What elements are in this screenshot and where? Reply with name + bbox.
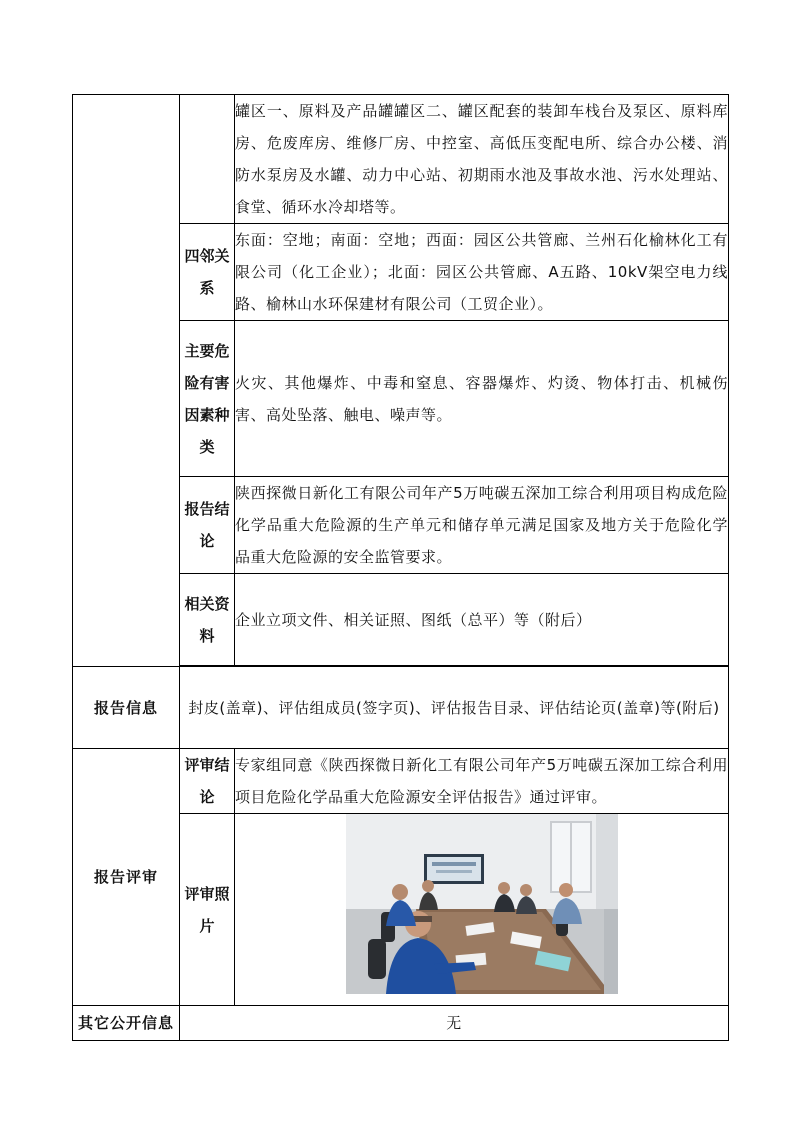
conclusion-label: 报告结论 (180, 477, 235, 574)
materials-label: 相关资料 (180, 574, 235, 666)
review-conclusion-content: 专家组同意《陕西探微日新化工有限公司年产5万吨碳五深加工综合利用项目危险化学品重大危险源安全评估报告》通过评审。 (235, 749, 729, 814)
other-info-content: 无 (180, 1006, 729, 1041)
review-label: 报告评审 (73, 749, 180, 1006)
left-label-cell-empty (73, 95, 180, 667)
hazards-label: 主要危险有害因素种类 (180, 321, 235, 477)
neighbors-label: 四邻关系 (180, 224, 235, 321)
sublabel-cell-empty (180, 95, 235, 224)
other-info-label: 其它公开信息 (73, 1006, 180, 1041)
conclusion-content: 陕西探微日新化工有限公司年产5万吨碳五深加工综合利用项目构成危险化学品重大危险源的生产单元和储存单元满足国家及地方关于危险化学品重大危险源的安全监管要求。 (235, 477, 729, 574)
review-meeting-photo (346, 814, 618, 994)
report-info-label: 报告信息 (73, 667, 180, 749)
review-conclusion-label: 评审结论 (180, 749, 235, 814)
info-table (72, 94, 729, 1041)
neighbors-content: 东面：空地；南面：空地；西面：园区公共管廊、兰州石化榆林化工有限公司（化工企业）；北面：园区公共管廊、A五路、10kV架空电力线路、榆林山水环保建材有限公司（工贸企业）。 (235, 224, 729, 321)
review-photo-label: 评审照片 (180, 814, 235, 1006)
review-photo-cell (235, 814, 729, 1006)
materials-content: 企业立项文件、相关证照、图纸（总平）等（附后） (235, 574, 729, 666)
report-info-content: 封皮(盖章)、评估组成员(签字页)、评估报告目录、评估结论页(盖章)等(附后) (180, 667, 729, 749)
hazards-content: 火灾、其他爆炸、中毒和窒息、容器爆炸、灼烫、物体打击、机械伤害、高处坠落、触电、噪声等。 (235, 321, 729, 477)
facilities-content: 罐区一、原料及产品罐罐区二、罐区配套的装卸车栈台及泵区、原料库房、危废库房、维修厂房、中控室、高低压变配电所、综合办公楼、消防水泵房及水罐、动力中心站、初期雨水池及事故水池、污水处理站、食堂、循环水冷却塔等。 (235, 95, 729, 224)
